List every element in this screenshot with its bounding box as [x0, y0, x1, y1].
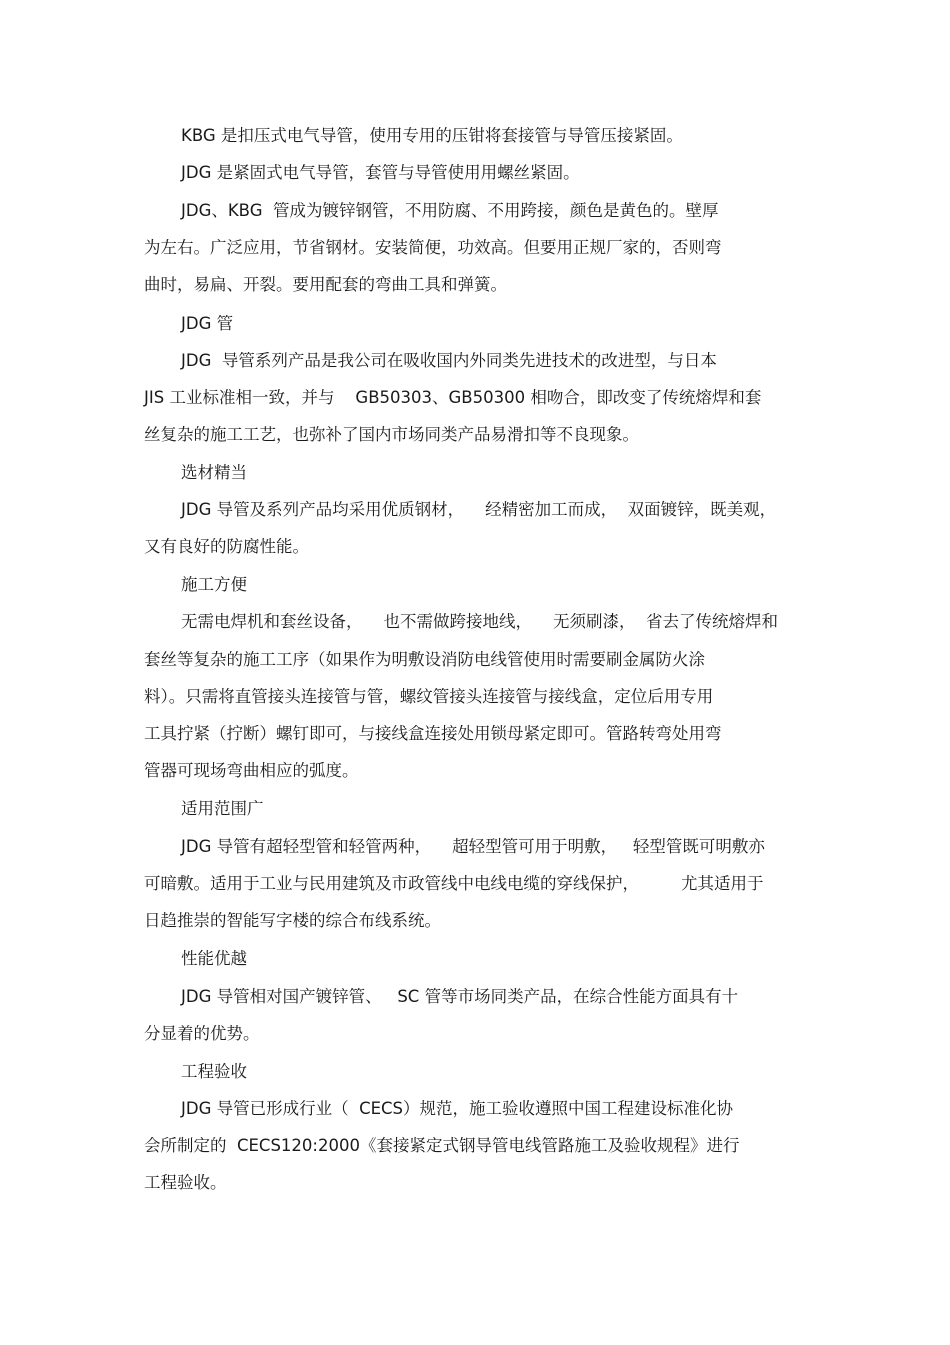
heading-jdg-pipe: JDG 管: [181, 314, 234, 333]
paragraph-construction-line-5: 管器可现场弯曲相应的弧度。: [144, 761, 359, 780]
paragraph-scope-line-3: 日趋推崇的智能写字楼的综合布线系统。: [144, 911, 441, 930]
paragraph-construction-line-2: 套丝等复杂的施工工序（如果作为明敷设消防电线管使用时需要刷金属防火涂: [144, 650, 705, 669]
paragraph-product-line-3: 丝复杂的施工工艺，也弥补了国内市场同类产品易滑扣等不良现象。: [144, 425, 639, 444]
heading-acceptance: 工程验收: [181, 1062, 247, 1081]
paragraph-product-line-2: JIS 工业标准相一致，并与 GB50303、GB50300 相吻合，即改变了传统熔焊和套: [144, 388, 762, 407]
heading-scope: 适用范围广: [181, 799, 264, 818]
paragraph-galvanized-line-2: 为左右。广泛应用，节省钢材。安装简便，功效高。但要用正规厂家的，否则弯: [144, 238, 722, 257]
paragraph-galvanized-line-1: JDG、KBG 管成为镀锌钢管，不用防腐、不用跨接，颜色是黄色的。壁厚: [181, 201, 719, 220]
paragraph-performance-line-1: JDG 导管相对国产镀锌管、 SC 管等市场同类产品，在综合性能方面具有十: [181, 987, 739, 1006]
paragraph-galvanized-line-3: 曲时，易扁、开裂。要用配套的弯曲工具和弹簧。: [144, 275, 507, 294]
paragraph-kbg-line-1: KBG 是扣压式电气导管，使用专用的压钳将套接管与导管压接紧固。: [181, 126, 683, 145]
paragraph-scope-line-1: JDG 导管有超轻型管和轻管两种， 超轻型管可用于明敷， 轻型管既可明敷亦: [181, 837, 765, 856]
heading-construction: 施工方便: [181, 575, 247, 594]
paragraph-material-line-1: JDG 导管及系列产品均采用优质钢材， 经精密加工而成， 双面镀锌，既美观，: [181, 500, 777, 519]
paragraph-jdg-def-line-1: JDG 是紧固式电气导管，套管与导管使用用螺丝紧固。: [181, 163, 580, 182]
paragraph-construction-line-3: 料）。只需将直管接头连接管与管，螺纹管接头连接管与接线盒，定位后用专用: [144, 687, 714, 706]
paragraph-construction-line-1: 无需电焊机和套丝设备， 也不需做跨接地线， 无须刷漆， 省去了传统熔焊和: [181, 612, 778, 631]
paragraph-construction-line-4: 工具拧紧（拧断）螺钉即可，与接线盒连接处用锁母紧定即可。管路转弯处用弯: [144, 724, 722, 743]
paragraph-product-line-1: JDG 导管系列产品是我公司在吸收国内外同类先进技术的改进型，与日本: [181, 351, 717, 370]
paragraph-acceptance-line-1: JDG 导管已形成行业（ CECS）规范，施工验收遵照中国工程建设标准化协: [181, 1099, 734, 1118]
paragraph-acceptance-line-2: 会所制定的 CECS120:2000《套接紧定式钢导管电线管路施工及验收规程》进行: [144, 1136, 740, 1155]
paragraph-scope-line-2: 可暗敷。适用于工业与民用建筑及市政管线中电线电缆的穿线保护， 尤其适用于: [144, 874, 764, 893]
heading-performance: 性能优越: [181, 949, 247, 968]
heading-material: 选材精当: [181, 463, 247, 482]
paragraph-performance-line-2: 分显着的优势。: [144, 1024, 260, 1043]
paragraph-material-line-2: 又有良好的防腐性能。: [144, 537, 309, 556]
paragraph-acceptance-line-3: 工程验收。: [144, 1173, 227, 1192]
